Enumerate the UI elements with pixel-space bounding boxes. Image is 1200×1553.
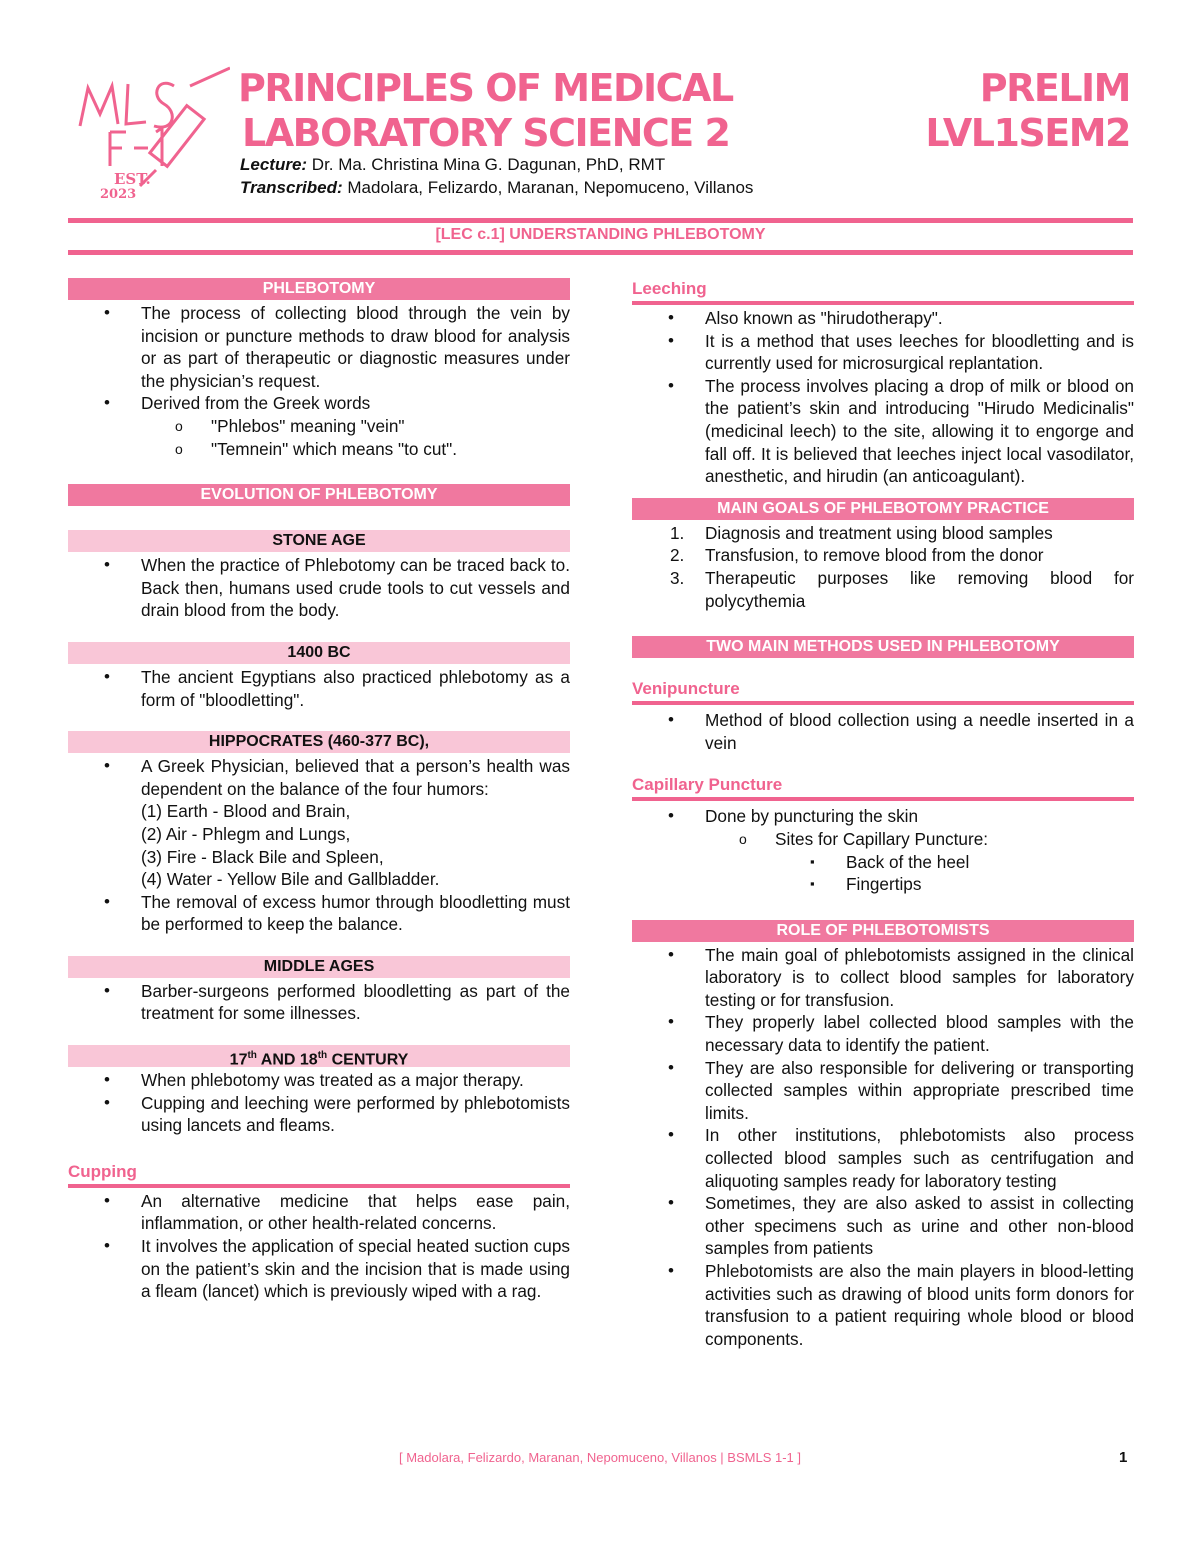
credits: [240, 153, 753, 199]
level-label: LVL1SEM2: [925, 111, 1130, 155]
list-item: • Also known as "hirudotherapy".: [632, 307, 1134, 330]
list-item: • In other institutions, phlebotomists also process collected blood samples such as centrifugation and aliquoting samples ready for laboratory testing: [632, 1124, 1134, 1192]
list-item: • The process involves placing a drop of milk or blood on the patient’s skin and introducing "Hirudo Medicinalis" (medicinal leech) to the site, allowing it to engorge and fall off. It is believed that leeches inject local vasodilator, anesthetic, and hirudin (an anticoagulant).: [632, 375, 1134, 488]
list-item: • They properly label collected blood samples with the necessary data to identify the patient.: [632, 1011, 1134, 1056]
list-item: • Done by puncturing the skin: [632, 805, 1134, 828]
goal-number: 1.: [670, 522, 685, 543]
transcribed-line: [240, 176, 753, 199]
section-role: ROLE OF PHLEBOTOMISTS: [632, 920, 1134, 942]
goal-number: 2.: [670, 545, 685, 566]
section-two-methods: TWO MAIN METHODS USED IN PHLEBOTOMY: [632, 636, 1134, 658]
course-title-line1: PRINCIPLES OF MEDICAL: [238, 66, 733, 110]
transcribed-value: Madolara, Felizardo, Maranan, Nepomuceno, Villanos: [342, 178, 754, 197]
lecture-label: Lecture:: [240, 155, 308, 174]
lecture-line: [240, 153, 753, 176]
course-title: [238, 66, 733, 156]
humor-item: (4) Water - Yellow Bile and Gallbladder.: [141, 869, 440, 890]
list-item: ▪ Fingertips: [632, 873, 1134, 896]
exam-label: PRELIM: [979, 66, 1130, 110]
goal-text: Transfusion, to remove blood from the donor: [705, 545, 1044, 566]
svg-text:2023: 2023: [100, 187, 137, 202]
list-item: o "Phlebos" meaning "vein": [68, 415, 570, 438]
lecture-title: [LEC c.1] UNDERSTANDING PHLEBOTOMY: [435, 226, 766, 243]
right-column: [632, 278, 1134, 1350]
century-b: AND 18: [256, 1051, 318, 1069]
list-item: • The removal of excess humor through bloodletting must be performed to keep the balance.: [68, 891, 570, 936]
section-1400bc: 1400 BC: [68, 642, 570, 664]
list-item: • They are also responsible for delivering or transporting collected samples within appropriate prescribed time limits.: [632, 1057, 1134, 1125]
list-item: • When the practice of Phlebotomy can be traced back to. Back then, humans used crude tools to cut vessels and drain blood from the body.: [68, 554, 570, 622]
list-item: • It involves the application of special heated suction cups on the patient’s skin and the incision that is made using a fleam (lancet) which is previously wiped with a rag.: [68, 1235, 570, 1303]
list-item: • When phlebotomy was treated as a major therapy.: [68, 1069, 570, 1092]
svg-text:EST.: EST.: [114, 170, 151, 188]
list-item: • Cupping and leeching were performed by phlebotomists using lancets and fleams.: [68, 1092, 570, 1137]
transcribed-label: Transcribed:: [240, 178, 343, 197]
goal-item: [632, 567, 1134, 612]
list-item: • Barber-surgeons performed bloodletting as part of the treatment for some illnesses.: [68, 980, 570, 1025]
century-sup2: th: [317, 1050, 328, 1062]
divider-top: [68, 218, 1133, 223]
page-footer: [ Madolara, Felizardo, Maranan, Nepomuceno, Villanos | BSMLS 1-1 ]: [398, 1450, 801, 1465]
humor-item: (3) Fire - Black Bile and Spleen,: [141, 846, 384, 867]
subsection-venipuncture: Venipuncture: [632, 678, 1134, 705]
subsection-capillary: Capillary Puncture: [632, 774, 1134, 801]
list-item: • Phlebotomists are also the main players in blood-letting activities such as drawing of blood units form donors for transfusion to a patient requiring whole blood or blood components.: [632, 1260, 1134, 1350]
section-middle-ages: MIDDLE AGES: [68, 956, 570, 978]
list-item: • Sometimes, they are also asked to assist in collecting other specimens such as urine and other non-blood samples from patients: [632, 1192, 1134, 1260]
subsection-cupping: Cupping: [68, 1161, 570, 1188]
subsection-leeching: Leeching: [632, 278, 1134, 305]
list-item: • An alternative medicine that helps ease pain, inflammation, or other health-related concerns.: [68, 1190, 570, 1235]
divider-bottom: [68, 250, 1133, 255]
exam-level: [925, 66, 1130, 156]
section-phlebotomy: PHLEBOTOMY: [68, 278, 570, 300]
course-title-line2: LABORATORY SCIENCE 2: [242, 111, 730, 155]
list-item: • The process of collecting blood through the vein by incision or puncture methods to draw blood for analysis or as part of therapeutic or diagnostic measures under the physician’s request.: [68, 302, 570, 392]
mls-logo: [70, 66, 230, 202]
goal-text: Therapeutic purposes like removing blood for polycythemia: [705, 567, 1134, 611]
section-main-goals: MAIN GOALS OF PHLEBOTOMY PRACTICE: [632, 498, 1134, 520]
humor-item: (1) Earth - Blood and Brain,: [141, 801, 351, 822]
list-item: • The ancient Egyptians also practiced phlebotomy as a form of "bloodletting".: [68, 666, 570, 711]
list-item: • The main goal of phlebotomists assigned in the clinical laboratory is to collect blood samples for laboratory testing or for transfusion.: [632, 944, 1134, 1012]
lecture-value: Dr. Ma. Christina Mina G. Dagunan, PhD, RMT: [307, 155, 666, 174]
goal-item: [632, 522, 1134, 545]
page-number: 1: [1119, 1449, 1128, 1466]
century-c: CENTURY: [327, 1051, 409, 1069]
goal-item: [632, 544, 1134, 567]
list-item: o "Temnein" which means "to cut".: [68, 438, 570, 461]
humor-item: (2) Air - Phlegm and Lungs,: [141, 823, 351, 844]
section-evolution: EVOLUTION OF PHLEBOTOMY: [68, 484, 570, 506]
section-hippocrates: HIPPOCRATES (460-377 BC),: [68, 731, 570, 753]
list-item: • Derived from the Greek words: [68, 392, 570, 415]
list-item: • A Greek Physician, believed that a person’s health was dependent on the balance of the four humors:: [68, 755, 570, 800]
list-item: ▪ Back of the heel: [632, 851, 1134, 874]
section-century: [68, 1045, 570, 1067]
list-item: • Method of blood collection using a needle inserted in a vein: [632, 709, 1134, 754]
goal-number: 3.: [670, 567, 685, 588]
century-sup1: th: [247, 1050, 257, 1062]
century-a: 17: [229, 1051, 248, 1069]
list-item: • It is a method that uses leeches for bloodletting and is currently used for microsurgical replantation.: [632, 330, 1134, 375]
list-item: o Sites for Capillary Puncture:: [632, 828, 1134, 851]
goal-text: Diagnosis and treatment using blood samples: [705, 522, 1053, 543]
section-stone-age: STONE AGE: [68, 530, 570, 552]
left-column: [68, 278, 570, 1303]
